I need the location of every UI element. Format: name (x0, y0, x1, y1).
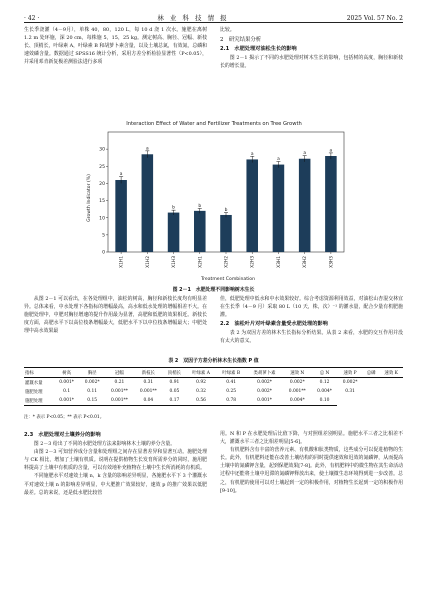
table-cell: 0.78 (216, 396, 246, 406)
section-heading-2: 2 研究结果分析 (220, 37, 262, 44)
significance-letter: a (145, 146, 149, 152)
column-header: 总 N (312, 368, 338, 378)
x-tick-label: X3H3 (329, 256, 335, 268)
table-cell: 0.11 (87, 389, 98, 394)
paragraph: 表 2 为双因方差的林木生长指标分析结果。从表 2 来看，水肥的交互作用并没有太大的意义。 (220, 330, 403, 345)
section-heading-2-3: 2.3 水肥处理对土壤养分的影响 (24, 432, 101, 438)
section-heading-2-2: 2.2 油松叶片对叶绿素含量受水肥处理的影响 (220, 321, 328, 328)
growth-bar-chart (78, 116, 350, 284)
top-right-column (220, 26, 403, 70)
table-cell: 0.002* (289, 380, 305, 385)
x-tick-label: X3H2 (303, 256, 309, 268)
significance-letter: b (198, 203, 202, 209)
paragraph: 图 2－3 给出了不同的水肥处理方法来影响林木土壤的养分含量。 (33, 441, 176, 448)
method-paragraph: 生长季浇灌（4－9月），单株 40，80，120 L，每 10 d 浇 1 次水。施肥在离树 1.2 m 处环施，深 20 cm，每株施 5，15，25 kg。测定树高、胸径、冠幅、新枝长、顶梢长，叶绿素 A，叶绿素 B 和胡萝卜素含量，以及土壤总氮，有效氮，总磷和速效磷含量。数据通过 SPSS16 统计分析，采用方差分析检验显著性（P<0.05），并采用邓肯新复极差测验法进行多项 (24, 27, 207, 66)
paragraph: 佳，低肥处理中低水和中水效果较好。综合考虑资源利用效益，对油松山杏混交林宜在生长季（4－9 月）采取 80 L（10 天，株，次）⁻¹ 的灌水量，配合少量有机肥施灌。 (220, 296, 403, 319)
bar (194, 211, 206, 252)
chart-title: Interaction Effect of Water and Fertilizer Treatments on Tree Growth (126, 121, 302, 127)
x-tick-label: X2H1 (198, 256, 204, 268)
column-header: 总磷 (363, 368, 379, 378)
column-header: 新枝长 (134, 368, 163, 378)
bar (220, 215, 232, 252)
bar (246, 159, 258, 252)
x-axis-label: Treatment Combination (200, 277, 256, 282)
x-tick-label: X3H1 (276, 256, 282, 268)
y-tick-label: 25 (99, 164, 105, 170)
paragraph: 图 2－1 揭示了不同的水肥处理对树木生长的影响，包括树的高度，胸径和新枝长的增长量。 (220, 55, 403, 70)
bar (299, 159, 311, 252)
table-cell: 0.001** (105, 396, 134, 406)
x-tick-label: X1H2 (145, 256, 151, 268)
figure-caption: 图 2－1 水肥处理不同影响树木生长 (172, 287, 255, 293)
mid-right-column (220, 295, 403, 346)
page-number: · 42 · (24, 15, 40, 22)
significance-letter: a (277, 156, 280, 162)
table-cell: 0.12 (319, 380, 330, 385)
column-header: 类胡萝卜素 (246, 368, 283, 378)
table-cell: 0.15 (79, 396, 105, 406)
table-cell: 0.002* (84, 380, 100, 385)
bar (325, 156, 337, 252)
column-header: 胸径 (79, 368, 105, 378)
significance-letter: a (119, 172, 123, 178)
paragraph: 由图 2－3 可知营养成分含量和处理组之间存在显著差异和显著互动。施肥处理与 CK 相比，增加了土壤有机质。说明在提供植物生长发育所需养分的同时，施用肥料提高了土壤中有机质的含量，可以有效地补充植物在土壤中生长所消耗的有机质。 (24, 449, 207, 472)
bottom-left-column (24, 430, 207, 497)
paragraph: 有机肥料含有丰富的营养元素、有机酸和肽类物质，这些成分可以促进植物的生长。此外，有机肥料还能在改善土壤结构的同时提供速效和迟效的氮磷钾，从而提高土壤中的氮磷钾含量，起到保肥效果[7-8]。此外，有机肥料中的微生物在其生命活动过程中还能将土壤中迟滞的氮磷钾释放出来，使土壤微生态环境得到进一步改善。总之，有机肥的使用可以对土壤起到一定的积极作用，对植物生长起到一定的积极作用[9-10]。 (220, 447, 403, 494)
table-cell: 0.25 (226, 389, 237, 394)
table-cell: 0.32 (196, 389, 206, 394)
significance-letter: a (329, 148, 333, 154)
bar (273, 165, 285, 252)
table-cell: 0.001** (139, 389, 157, 394)
x-tick-label: X2H3 (250, 256, 256, 268)
table-cell: 0.21 (114, 380, 125, 385)
journal-title: 林 业 科 技 情 报 (157, 14, 229, 22)
table-cell: 0.56 (186, 396, 216, 406)
table-cell: 0.05 (169, 389, 180, 394)
table-row (24, 387, 403, 396)
column-header: 树高 (54, 368, 80, 378)
table-cell: 0.41 (226, 380, 237, 385)
column-header: 速效 N (283, 368, 312, 378)
table-cell: 0.001* (59, 380, 74, 385)
y-tick-label: 10 (99, 216, 105, 222)
table-cell: 0.31 (345, 389, 355, 394)
bar (115, 180, 127, 252)
column-header: 叶绿素 B (216, 368, 246, 378)
significance-letter: a (250, 151, 254, 157)
column-header: 速效 P (337, 368, 363, 378)
results-paragraph: 从图 2－1 可以看出，在各处理组中，油松的树高，胸径和新枝长度均有明显差异。总体来看，中水处理下各指标的增幅最高，高水和低水处理的增幅相差不大。在施肥处理中，中肥对胸径增速的提升作用最为显著，高肥和低肥的效果相近。新枝长度方面，高肥水平下以高位枝条增幅最大，低肥水平下以中位枝条增幅最大；中肥处理中高水效果最 (24, 296, 207, 335)
table-cell: 施肥处理 (24, 396, 54, 406)
table-cell: 0.004* (317, 389, 332, 394)
bottom-right-column (220, 430, 403, 495)
table-cell: 0.91 (169, 380, 180, 385)
y-tick-label: 15 (99, 199, 105, 205)
paragraph: 不同施肥水平对速效土壤 n，k 含量的影响差异明显，各施肥水平下 3 个灌溉水平对速效土壤 n 的影响差异明显，中大肥推广效果较好，速效 p 的推广效果以低肥最差。总的来说，还是低水肥比较管 (24, 473, 207, 496)
y-tick-label: 30 (99, 147, 105, 153)
table-cell: 0.001** (110, 389, 128, 394)
table-cell: 施肥处理 (25, 389, 43, 395)
y-tick-label: 20 (99, 182, 105, 188)
table-cell: 0.10 (312, 396, 338, 406)
table-cell: 0.31 (143, 380, 154, 385)
bar (168, 213, 180, 252)
table-row (24, 396, 403, 406)
significance-letter: b (224, 208, 228, 214)
paragraph: 用。N 和 P 在水肥处理后比值下降，与对照组差别明显。施肥水平三者之比相差不大，灌溉水平三者之比相差明显[5-6]。 (220, 431, 403, 446)
significance-letter: a (303, 151, 307, 157)
mid-left-column (24, 295, 207, 335)
column-header: 速效 K (379, 368, 403, 378)
bar (142, 154, 154, 252)
section-heading-2-1: 2.1 水肥处理对油松生长的影响 (220, 46, 297, 53)
y-axis-label: Growth Indicator (%) (87, 174, 92, 222)
issue-info: 2025 Vol. 57 No. 2 (346, 15, 403, 22)
table-note: 注：* 表示 P<0.05；** 表示 P<0.01。 (24, 415, 105, 420)
table-cell: 0.004* (283, 396, 312, 406)
significance-letter: b (172, 205, 175, 211)
table-cell: 0.1 (63, 389, 71, 394)
table-cell: 0.17 (163, 396, 186, 406)
x-tick-label: X1H1 (119, 256, 125, 268)
table-cell: 0.92 (196, 380, 206, 385)
table-cell: 0.002* (342, 380, 358, 385)
continuation-text: 比较。 (220, 27, 235, 33)
table-cell: 0.002* (257, 380, 272, 385)
table-cell: 0.002* (257, 389, 272, 394)
column-header: 叶绿素 A (186, 368, 216, 378)
top-left-column (24, 26, 207, 66)
p-value-table (24, 367, 403, 406)
column-header: 冠幅 (105, 368, 134, 378)
table-cell: 0.04 (134, 396, 163, 406)
table-cell: 灌溉水量 (25, 380, 43, 386)
table-cell: 0.001** (288, 389, 306, 394)
running-header (24, 10, 403, 23)
table-header-row (24, 368, 403, 378)
column-header: 顶梢长 (163, 368, 186, 378)
y-tick-label: 0 (102, 250, 105, 256)
y-tick-label: 5 (102, 233, 105, 239)
table-cell: 0.001* (54, 396, 80, 406)
x-tick-label: X2H2 (224, 256, 230, 268)
table-row (24, 378, 403, 388)
column-header: 指标 (24, 368, 54, 378)
x-tick-label: X1H3 (172, 256, 178, 268)
table-cell: 0.001* (246, 396, 283, 406)
table-caption: 表 2 双因子方差分析林木生长指数 P 值 (168, 358, 259, 364)
